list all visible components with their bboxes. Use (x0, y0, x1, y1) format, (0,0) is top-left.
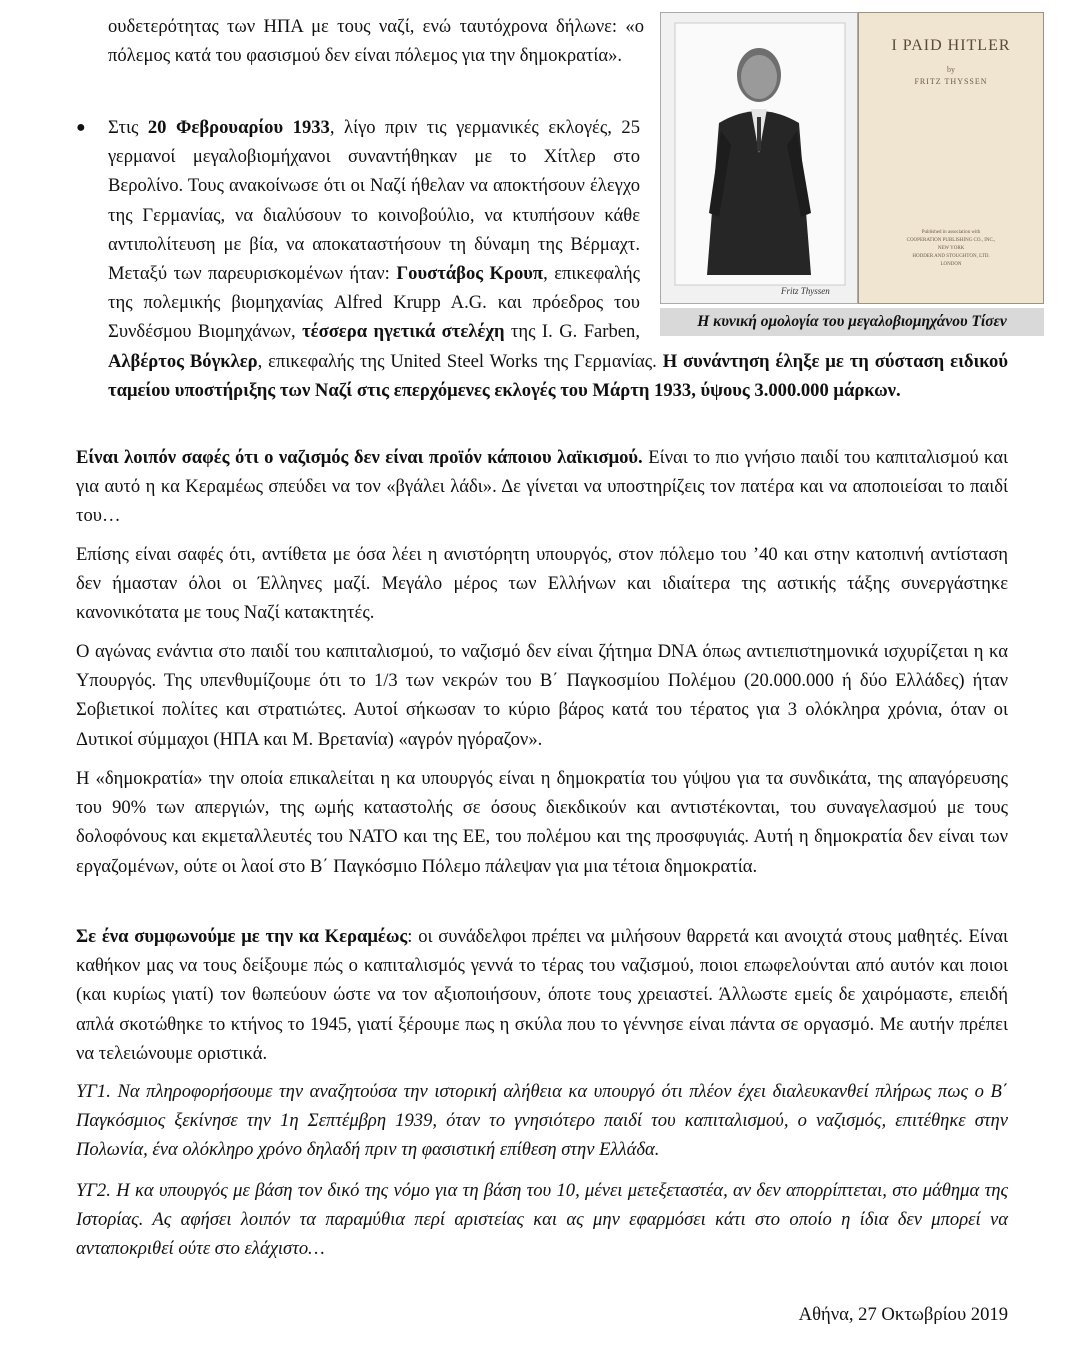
postscript-1: ΥΓ1. Να πληροφορήσουμε την αναζητούσα την ιστορική αλήθεια κα υπουργό ότι πλέον έχει διαλευκανθεί πλήρως πως ο Β΄ Παγκόσμιος ξεκίνησε την 1η Σεπτέμβρη 1939, όταν το γνησιότερο παιδί του καπιταλισμού, ο ναζισμός, επιτέθηκε στην Πολωνία, ένα ολόκληρο χρόνο δηλαδή πριν τη φασιστική επίθεση στην Ελλάδα. (76, 1081, 1008, 1161)
paragraph-2: Επίσης είναι σαφές ότι, αντίθετα με όσα λέει η ανιστόρητη υπουργός, στον πόλεμο του ’40 και στην κατοπινή αντίσταση δεν ήμασταν όλοι οι Έλληνες μαζί. Μεγάλο μέρος των Ελλήνων και ιδιαίτερα της αστικής τάξης συνεργάστηκε κανονικότατα με τους Ναζί κατακτητές. (76, 544, 1008, 624)
book-by: by (947, 65, 955, 74)
thyssen-photo (660, 12, 858, 304)
paragraph-5: Σε ένα συμφωνούμε με την κα Κεραμέως: οι συνάδελφοι πρέπει να μιλήσουν θαρρετά και ανοιχτά στους μαθητές. Είναι καθήκον μας να τους δείξουμε πώς ο καπιταλισμός γεννά το τέρας του ναζισμού, ποιοι επωφελούνται από αυτόν και ποιοι (και κυρίως γιατί) τον θωπεύουν ώστε να τον αξιοποιήσουν, όποτε τους χρειαστεί. Άλλωστε εμείς δε χαιρόμαστε, επειδή απλά σκοτώθηκε το κτήνος το 1945, γιατί ξέρουμε πως η σκύλα που το γέννησε είναι πάντα σε οργασμό. Με αυτήν πρέπει να τελειώνουμε οριστικά. (76, 926, 1008, 1064)
name-krupp: Γουστάβος Κρουπ (396, 263, 544, 285)
figure (660, 12, 1044, 338)
meeting-outcome: Η συνάντηση έληξε με τη σύσταση ειδικού ταμείου υποστήριξης των Ναζί στις επερχόμενες εκλογές του Μάρτη 1933, ύψους 3.000.000 μάρκων. (108, 350, 1008, 401)
paragraph-1: Είναι λοιπόν σαφές ότι ο ναζισμός δεν είναι προϊόν κάποιου λαϊκισμού. Είναι το πιο γνήσιο παιδί του καπιταλισμού και για αυτό η κα Κεραμέως σπεύδει να τον «βγάλει λάδι». Δε γίνεται να υποστηρίζεις τον πατέρα και να αποποιείσαι το παιδί του… (76, 447, 1008, 527)
paragraph-4: Η «δημοκρατία» την οποία επικαλείται η κα υπουργός είναι η δημοκρατία του γύψου για τα συνδικάτα, της απαγόρευσης του 90% των απεργιών, της ωμής καταστολής σε όσους διεκδικούν και αντιστέκονται, του συναγελασμού με τους δολοφόνους και εκμεταλλευτές του ΝΑΤΟ και της ΕΕ, του πολέμου και της προσφυγιάς. Αυτή η δημοκρατία δεν είναι των εργαζομένων, ούτε οι λαοί στο Β΄ Παγκόσμιο Πόλεμο πάλεψαν για μια τέτοια δημοκρατία. (76, 768, 1008, 877)
date-highlight: 20 Φεβρουαρίου 1933 (147, 117, 330, 138)
book-publisher: Published in association with COOPERATION PUBLISHING CO., INC., NEW YORK HODDER AND STOUGHTON, LTD. LONDON (906, 230, 996, 267)
postscript-2: ΥΓ2. Η κα υπουργός με βάση τον δικό της νόμο για τη βάση του 10, μένει μετεξεταστέα, αν δεν απορρίπτεται, στο μάθημα της Ιστορίας. Ας αφήσει λοιπόν τα παραμύθια περί αριστείας και ας μην εφαρμόσει κάτι στο οποίο η ίδια δεν μπορεί να ανταποκριθεί ούτε στο ελάχιστο… (76, 1180, 1008, 1260)
book-title: I PAID HITLER (891, 37, 1011, 54)
bullet-dot-icon: ● (76, 119, 86, 136)
document-date: Αθήνα, 27 Οκτωβρίου 2019 (798, 1304, 1008, 1325)
photo-signature: Fritz Thyssen (781, 286, 830, 296)
name-vogler: Αλβέρτος Βόγκλερ (108, 350, 258, 372)
farben-executives: τέσσερα ηγετικά στελέχη (302, 321, 505, 343)
bullet-text: Στις 20 Φεβρουαρίου 1933, λίγο πριν τις γερμανικές εκλογές, 25 γερμανοί μεγαλοβιομήχανοι συναντήθηκαν με το Χίτλερ στο Βερολίνο. Τους ανακοίνωσε ότι οι Ναζί ήθελαν να αποκτήσουν έλεγχο της Γερμανίας, να διαλύσουν το κοινοβούλιο, να κτυπήσουν κάθε αντιπολίτευση με βία, να αποκαταστήσουν τη δύναμη της Βέρμαχτ. Μεταξύ των παρευρισκομένων ήταν: Γουστάβος Κρουπ, επικεφαλής της πολεμικής βιομηχανίας Alfred Krupp A.G. και πρόεδρος του Συνδέσμου Βιομηχάνων, τέσσερα ηγετικά στελέχη της I. G. Farben, Αλβέρτος Βόγκλερ, επικεφαλής της United Steel Works της Γερμανίας. Η συνάντηση έληξε με τη σύσταση ειδικού ταμείου υποστήριξης των Ναζί στις επερχόμενες εκλογές του Μάρτη 1933, ύψους 3.000.000 μάρκων. (108, 117, 1008, 401)
figure-caption: Η κυνική ομολογία του μεγαλοβιομηχάνου Τίσεν (660, 308, 1044, 336)
paragraph-3: Ο αγώνας ενάντια στο παιδί του καπιταλισμού, το ναζισμό δεν είναι ζήτημα DNA όπως αντιεπιστημονικά ισχυρίζεται η κα Υπουργός. Της υπενθυμίζουμε ότι το 1/3 των νεκρών του Β΄ Παγκοσμίου Πολέμου (20.000.000 ή δύο Ελλάδες) ήταν Σοβιετικοί πολίτες και στρατιώτες. Αυτοί σήκωσαν το κύριο βάρος κατά του τέρατος για 3 ολόκληρα χρόνια, όταν οι Δυτικοί σύμμαχοι (ΗΠΑ και Μ. Βρετανία) «αγρόν ηγόραζον». (76, 641, 1008, 750)
book-author: FRITZ THYSSEN (914, 77, 988, 86)
intro-paragraph: ουδετερότητας των ΗΠΑ με τους ναζί, ενώ ταυτόχρονα δήλωνε: «ο πόλεμος κατά του φασισμού δεν είναι πόλεμος για την δημοκρατία». (108, 16, 644, 67)
book-cover (858, 12, 1044, 304)
